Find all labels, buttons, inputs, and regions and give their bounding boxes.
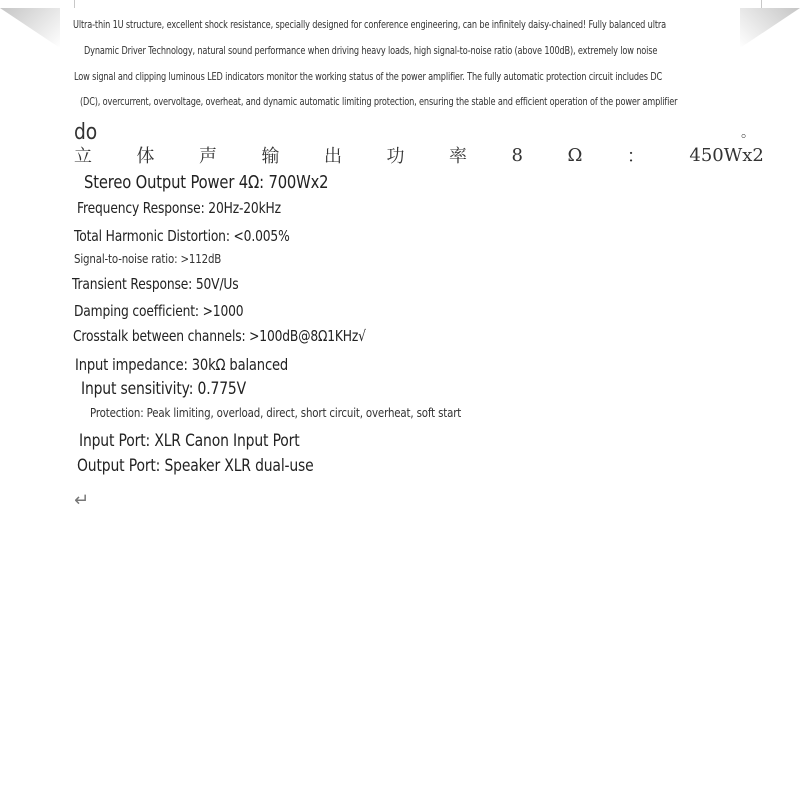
zh-char: 率 (449, 146, 467, 167)
intro-line-1: Ultra-thin 1U structure, excellent shock resistance, specially designed for conference engineering, can be infinitely daisy-chained! Fully balanced ultra (73, 19, 666, 31)
zh-power-value: 450Wx2 (689, 144, 764, 166)
zh-char: 体 (136, 146, 155, 167)
page-corner-shadow-right (740, 8, 800, 48)
page-edge-left (74, 0, 75, 8)
spec-output-port: Output Port: Speaker XLR dual-use (77, 456, 314, 476)
zh-char: 声 (199, 146, 217, 167)
zh-char: 立 (74, 146, 92, 167)
zh-char: 功 (386, 146, 405, 167)
zh-char: ： (626, 146, 645, 167)
intro-line-3: Low signal and clipping luminous LED indicators monitor the working status of the power amplifier. The fully automatic protection circuit includes DC (74, 71, 663, 83)
do-text: do (74, 120, 97, 145)
spec-damping: Damping coefficient: >1000 (74, 302, 244, 320)
period-mark: 。 (741, 125, 755, 141)
spec-thd: Total Harmonic Distortion: <0.005% (74, 227, 290, 245)
spec-protection: Protection: Peak limiting, overload, direct, short circuit, overheat, soft start (90, 405, 462, 420)
zh-char: Ω (567, 144, 583, 166)
spec-transient-response: Transient Response: 50V/Us (72, 275, 239, 293)
zh-char: 输 (261, 146, 280, 167)
page-corner-shadow-left (0, 8, 60, 48)
zh-char: 8 (511, 144, 523, 166)
zh-char: 出 (324, 146, 342, 167)
page-edge-right (761, 0, 762, 8)
return-arrow-icon: ↵ (74, 490, 90, 511)
spec-snr: Signal-to-noise ratio: >112dB (74, 251, 222, 266)
chinese-spec-row (74, 143, 764, 167)
spec-input-sensitivity: Input sensitivity: 0.775V (81, 379, 246, 399)
spec-stereo-output-4ohm: Stereo Output Power 4Ω: 700Wx2 (84, 172, 329, 193)
intro-line-2: Dynamic Driver Technology, natural sound performance when driving heavy loads, high signal-to-noise ratio (above 100dB), extremely low noise (84, 45, 658, 57)
spec-input-impedance: Input impedance: 30kΩ balanced (75, 355, 289, 374)
spec-frequency-response: Frequency Response: 20Hz-20kHz (77, 199, 281, 217)
intro-line-4: (DC), overcurrent, overvoltage, overheat, and dynamic automatic limiting protection, ensuring the stable and efficient operation of the power amplifier (80, 96, 678, 108)
spec-crosstalk: Crosstalk between channels: >100dB@8Ω1KHz√ (73, 327, 366, 345)
spec-input-port: Input Port: XLR Canon Input Port (79, 431, 300, 451)
